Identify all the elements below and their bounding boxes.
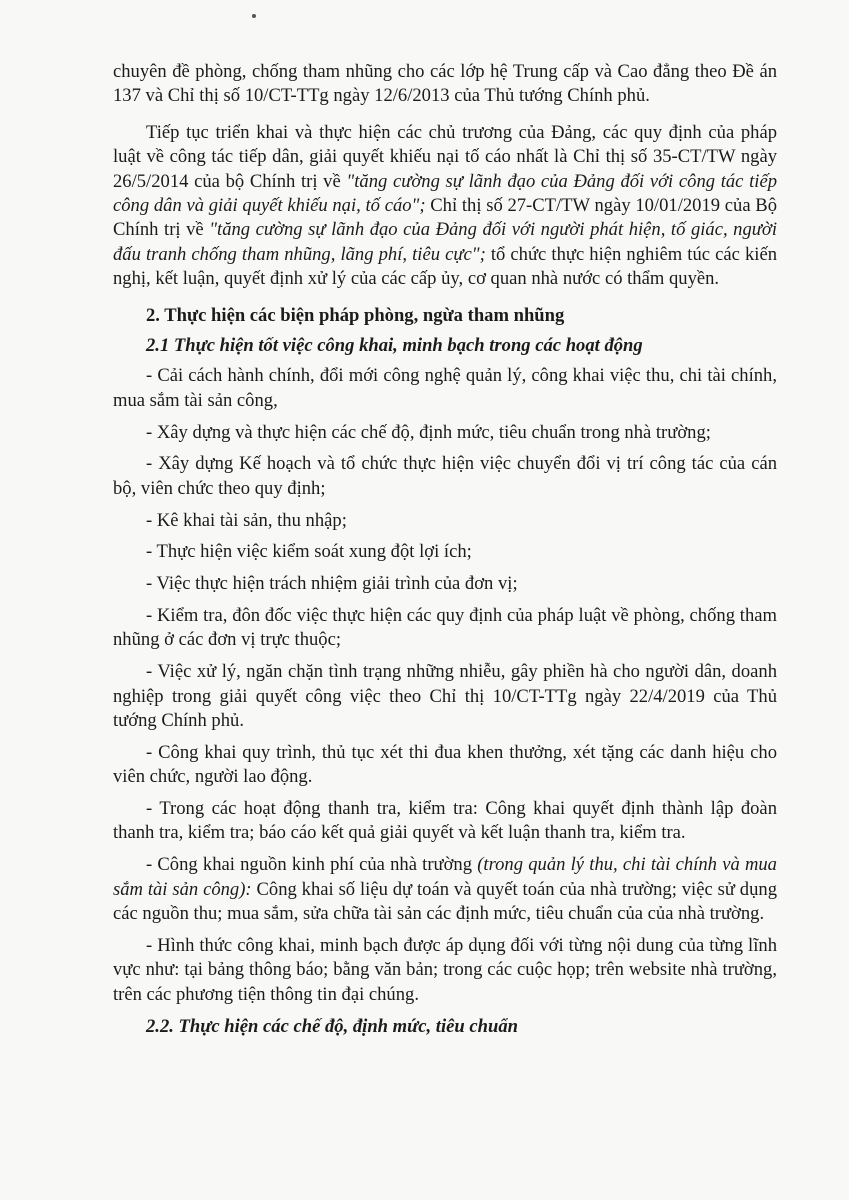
italic-quote: "tăng cường sự lãnh đạo của Đảng đối với công tác tiếp công dân và giải quyết khiếu nại, tố cáo";: [113, 170, 777, 217]
list-item: - Kiểm tra, đôn đốc việc thực hiện các quy định của pháp luật về phòng, chống tham nhũng ở các đơn vị trực thuộc;: [113, 605, 777, 651]
list-item: - Cải cách hành chính, đổi mới công nghệ quản lý, công khai việc thu, chi tài chính, mua sắm tài sản công,: [113, 365, 777, 411]
subsection-heading-2-1: 2.1 Thực hiện tốt việc công khai, minh bạch trong các hoạt động: [146, 335, 643, 357]
list-item: - Việc thực hiện trách nhiệm giải trình của đơn vị;: [146, 573, 518, 595]
list-item: - Xây dựng và thực hiện các chế độ, định mức, tiêu chuẩn trong nhà trường;: [146, 421, 711, 443]
ink-dot: [252, 14, 256, 18]
italic-note: (trong quản lý thu, chi tài chính và mua sắm tài sản công):: [113, 854, 777, 900]
text-run: tổ chức thực hiện nghiêm túc các kiến nghị, kết luận, quyết định xử lý của các cấp ủy, cơ quan nhà nước có thẩm quyền.: [113, 243, 777, 290]
section-heading-2: 2. Thực hiện các biện pháp phòng, ngừa tham nhũng: [146, 304, 565, 326]
text-run: Tiếp tục triển khai và thực hiện các chủ trương của Đảng, các quy định của pháp luật về công tác tiếp dân, giải quyết khiếu nại tố cáo nhất là Chỉ thị số 35-CT/TW ngày 26/5/2014 của bộ Chính trị về: [113, 121, 777, 192]
list-item: - Việc xử lý, ngăn chặn tình trạng những nhiễu, gây phiền hà cho người dân, doanh nghiệp trong giải quyết công việc theo Chỉ thị 10/CT-TTg ngày 22/4/2019 của Thủ tướng Chính phủ.: [113, 661, 777, 732]
subsection-heading-2-2: 2.2. Thực hiện các chế độ, định mức, tiêu chuẩn: [146, 1015, 518, 1037]
text-run: - Công khai nguồn kinh phí của nhà trường: [146, 854, 478, 876]
list-item: - Thực hiện việc kiểm soát xung đột lợi ích;: [146, 541, 472, 563]
list-item: - Xây dựng Kế hoạch và tổ chức thực hiện việc chuyển đổi vị trí công tác của cán bộ, viên chức theo quy định;: [113, 453, 777, 499]
paragraph-tiep-tuc: [113, 121, 777, 292]
text-run: Công khai số liệu dự toán và quyết toán của nhà trường; việc sử dụng các nguồn thu; mua sắm, sửa chữa tài sản các định mức, tiêu chuẩn của của nhà trường.: [113, 878, 777, 925]
text-run: Chỉ thị số 27-CT/TW ngày 10/01/2019 của Bộ Chính trị về: [113, 195, 777, 241]
italic-quote: "tăng cường sự lãnh đạo của Đảng đối với người phát hiện, tố giác, người đấu tranh chống tham nhũng, lãng phí, tiêu cực";: [113, 219, 777, 265]
document-body: [113, 60, 777, 1045]
list-item: - Kê khai tài sản, thu nhập;: [146, 509, 347, 531]
list-item-kinh-phi: [113, 853, 777, 926]
list-item: - Công khai quy trình, thủ tục xét thi đua khen thưởng, xét tặng các danh hiệu cho viên chức, người lao động.: [113, 741, 777, 788]
list-item-hinh-thuc: - Hình thức công khai, minh bạch được áp dụng đối với từng nội dung của từng lĩnh vực như: tại bảng thông báo; bằng văn bản; trong các cuộc họp; trên website nhà trường, trên các phương tiện thông tin đại chúng.: [113, 934, 777, 1005]
list-item: - Trong các hoạt động thanh tra, kiểm tra: Công khai quyết định thành lập đoàn thanh tra, kiểm tra; báo cáo kết quả giải quyết và kết luận thanh tra, kiểm tra.: [113, 798, 777, 844]
continued-paragraph: chuyên đề phòng, chống tham nhũng cho các lớp hệ Trung cấp và Cao đẳng theo Đề án 137 và Chỉ thị số 10/CT-TTg ngày 12/6/2013 của Thủ tướng Chính phủ.: [113, 61, 777, 107]
